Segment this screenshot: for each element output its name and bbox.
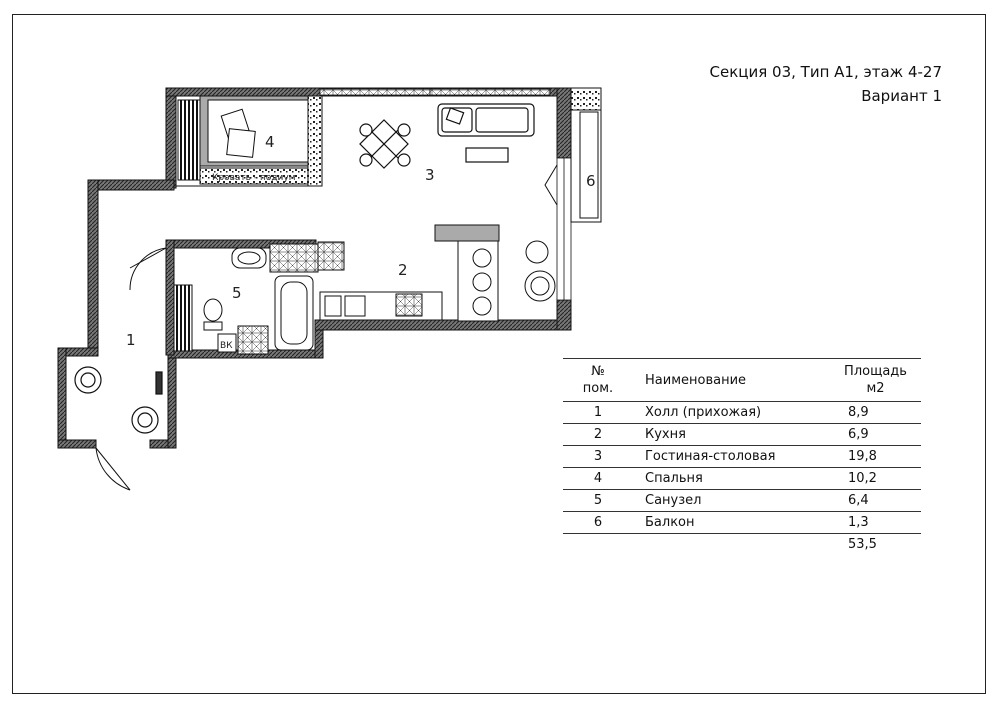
- sofa: [438, 104, 534, 162]
- balcony: [545, 88, 601, 222]
- room-number-2: 2: [398, 261, 408, 279]
- room-number-3: 3: [425, 166, 435, 184]
- table-row: 1 Холл (прихожая) 8,9: [563, 402, 921, 424]
- kitchen-island: [435, 225, 555, 321]
- room-area-table: [563, 358, 921, 555]
- bed-label: Кровать - подиум: [212, 173, 296, 183]
- table-row: 6 Балкон 1,3: [563, 512, 921, 534]
- hall-furniture: [75, 367, 162, 433]
- total-area: 53,5: [848, 537, 877, 552]
- bathroom: [166, 240, 318, 355]
- room-number-1: 1: [126, 331, 136, 349]
- plan-variant: Вариант 1: [861, 87, 942, 105]
- table-row: 4 Спальня 10,2: [563, 468, 921, 490]
- table-row: 5 Санузел 6,4: [563, 490, 921, 512]
- room-number-5: 5: [232, 284, 242, 302]
- header-area: Площадь м2: [830, 359, 921, 402]
- table-total-row: [563, 534, 921, 556]
- kitchen-counter: [318, 242, 442, 320]
- header-name: Наименование: [633, 359, 830, 402]
- vk-label: ВК: [220, 341, 233, 351]
- doors: [96, 248, 166, 490]
- plan-title: Секция 03, Тип А1, этаж 4-27: [709, 63, 942, 81]
- table-row: 3 Гостиная-столовая 19,8: [563, 446, 921, 468]
- table-header-row: [563, 359, 921, 402]
- header-number: № пом.: [563, 359, 633, 402]
- room-number-4: 4: [265, 133, 275, 151]
- dining-set: [360, 120, 410, 168]
- room-number-6: 6: [586, 172, 596, 190]
- table-row: 2 Кухня 6,9: [563, 424, 921, 446]
